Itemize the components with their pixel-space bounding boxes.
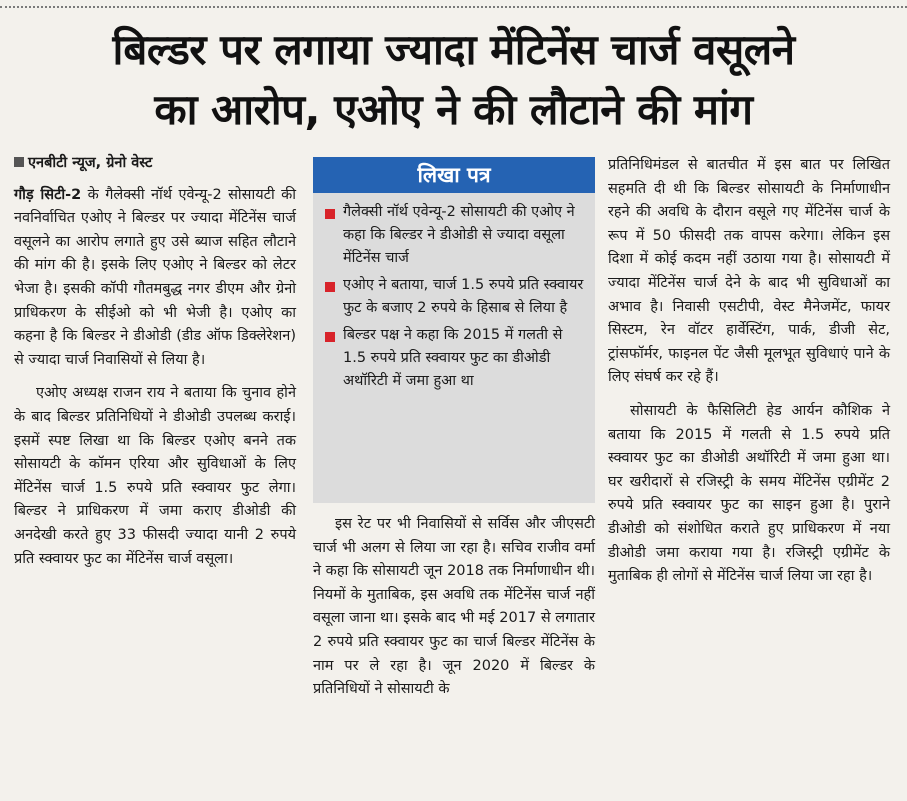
dateline: गौड़ सिटी-2 bbox=[14, 186, 82, 203]
byline-square-icon bbox=[14, 157, 24, 167]
paragraph-text: के गैलेक्सी नॉर्थ एवेन्यू-2 सोसायटी की नवनिर्वाचित एओए ने बिल्डर पर ज्यादा मेंटिनेंस चार्ज वसूलने का आरोप लगाते हुए उसे ब्याज सहित लौटाने की मांग की है। इसके लिए एओए ने बिल्डर को लेटर भेजा है। इसकी कॉपी गौतमबुद्ध नगर डीएम और ग्रेनो प्राधिकरण के सीईओ को भी भेजी है। एओए का कहना है कि बिल्डर ने डीओडी (डीड ऑफ डिक्लेरेशन) से ज्यादा चार्ज निवासियों से लिया है। bbox=[14, 186, 297, 368]
list-item bbox=[325, 274, 587, 320]
list-item bbox=[325, 201, 587, 270]
byline bbox=[14, 152, 296, 176]
headline bbox=[10, 20, 897, 140]
paragraph bbox=[14, 184, 296, 373]
column-3 bbox=[608, 154, 890, 589]
list-item-text: बिल्डर पक्ष ने कहा कि 2015 में गलती से 1.5 रुपये प्रति स्क्वायर फुट का डीओडी अथॉरिटी में जमा हुआ था bbox=[343, 327, 563, 389]
byline-text: एनबीटी न्यूज, ग्रेनो वेस्ट bbox=[28, 155, 153, 171]
letter-box-list bbox=[313, 193, 595, 393]
list-item bbox=[325, 324, 587, 393]
list-item-text: गैलेक्सी नॉर्थ एवेन्यू-2 सोसायटी की एओए ने कहा कि बिल्डर ने डीओडी से ज्यादा वसूला मेंटिनेंस चार्ज bbox=[343, 204, 575, 266]
red-square-bullet-icon bbox=[325, 282, 335, 292]
column-1 bbox=[14, 152, 296, 571]
paragraph: सोसायटी के फैसिलिटी हेड आर्यन कौशिक ने बताया कि 2015 में गलती से 1.5 रुपये प्रति स्क्वायर फुट का डीओडी अथॉरिटी में जमा हुआ था। घर खरीदारों से रजिस्ट्री के समय मेंटिनेंस एग्रीमेंट 2 रुपये प्रति स्क्वायर फुट का साइन हुआ है। पुराने डीओडी को संशोधित कराते हुए प्राधिकरण में नया डीओडी जमा कराया गया है। रजिस्ट्री एग्रीमेंट के मुताबिक ही लोगों से मेंटिनेंस चार्ज लिया जा रहा है। bbox=[608, 402, 890, 585]
paragraph: प्रतिनिधिमंडल से बातचीत में इस बात पर लिखित सहमति दी थी कि बिल्डर सोसायटी के निर्माणाधीन रहने की अवधि के दौरान वसूले गए मेंटिनेंस चार्ज के रूप में 50 फीसदी तक वापस करेगा। लेकिन इस दिशा में कोई कदम नहीं उठाया गया है। सोसायटी में ज्यादा मेंटिनेंस चार्ज देने के बाद भी सुविधाओं का अभाव है। निवासी एसटीपी, वेस्ट मैनेजमेंट, फायर सिस्टम, रेन वॉटर हार्वेस्टिंग, पार्क, डीजी सेट, ट्रांसफॉर्मर, फाइनल पेंट जैसी मूलभूत सुविधाएं पाने के लिए संघर्ष कर रहे हैं। bbox=[608, 157, 890, 386]
letter-sidebar-box bbox=[313, 157, 595, 503]
headline-line-2: का आरोप, एओए ने की लौटाने की मांग bbox=[154, 85, 753, 134]
column-2 bbox=[313, 513, 595, 702]
headline-line-1: बिल्डर पर लगाया ज्यादा मेंटिनेंस चार्ज वसूलने bbox=[112, 25, 795, 74]
paragraph: एओए अध्यक्ष राजन राय ने बताया कि चुनाव होने के बाद बिल्डर प्रतिनिधियों ने डीओडी उपलब्ध कराई। इसमें स्पष्ट लिखा था कि बिल्डर एओए बनने तक सोसायटी के कॉमन एरिया और सुविधाओं के लिए मेंटिनेंस चार्ज 1.5 रुपये प्रति स्क्वायर फुट लेगा। बिल्डर ने प्राधिकरण में जमा कराए डीओडी की अनदेखी करते हुए 33 फीसदी ज्यादा यानी 2 रुपये प्रति स्क्वायर फुट का मेंटिनेंस चार्ज वसूला। bbox=[14, 385, 296, 567]
letter-box-title: लिखा पत्र bbox=[313, 157, 595, 193]
red-square-bullet-icon bbox=[325, 332, 335, 342]
top-divider bbox=[0, 6, 907, 8]
list-item-text: एओए ने बताया, चार्ज 1.5 रुपये प्रति स्क्वायर फुट के बजाए 2 रुपये के हिसाब से लिया है bbox=[343, 277, 584, 316]
paragraph: इस रेट पर भी निवासियों से सर्विस और जीएसटी चार्ज भी अलग से लिया जा रहा है। सचिव राजीव वर्मा ने कहा कि सोसायटी जून 2018 तक निर्माणाधीन थी। नियमों के मुताबिक, इस अवधि तक मेंटिनेंस चार्ज नहीं वसूला जाना था। इसके बाद भी मई 2017 से लगातार 2 रुपये प्रति स्क्वायर फुट का चार्ज बिल्डर मेंटिनेंस के नाम पर ले रहा है। जून 2020 में बिल्डर के प्रतिनिधियों ने सोसायटी के bbox=[313, 516, 595, 698]
red-square-bullet-icon bbox=[325, 209, 335, 219]
